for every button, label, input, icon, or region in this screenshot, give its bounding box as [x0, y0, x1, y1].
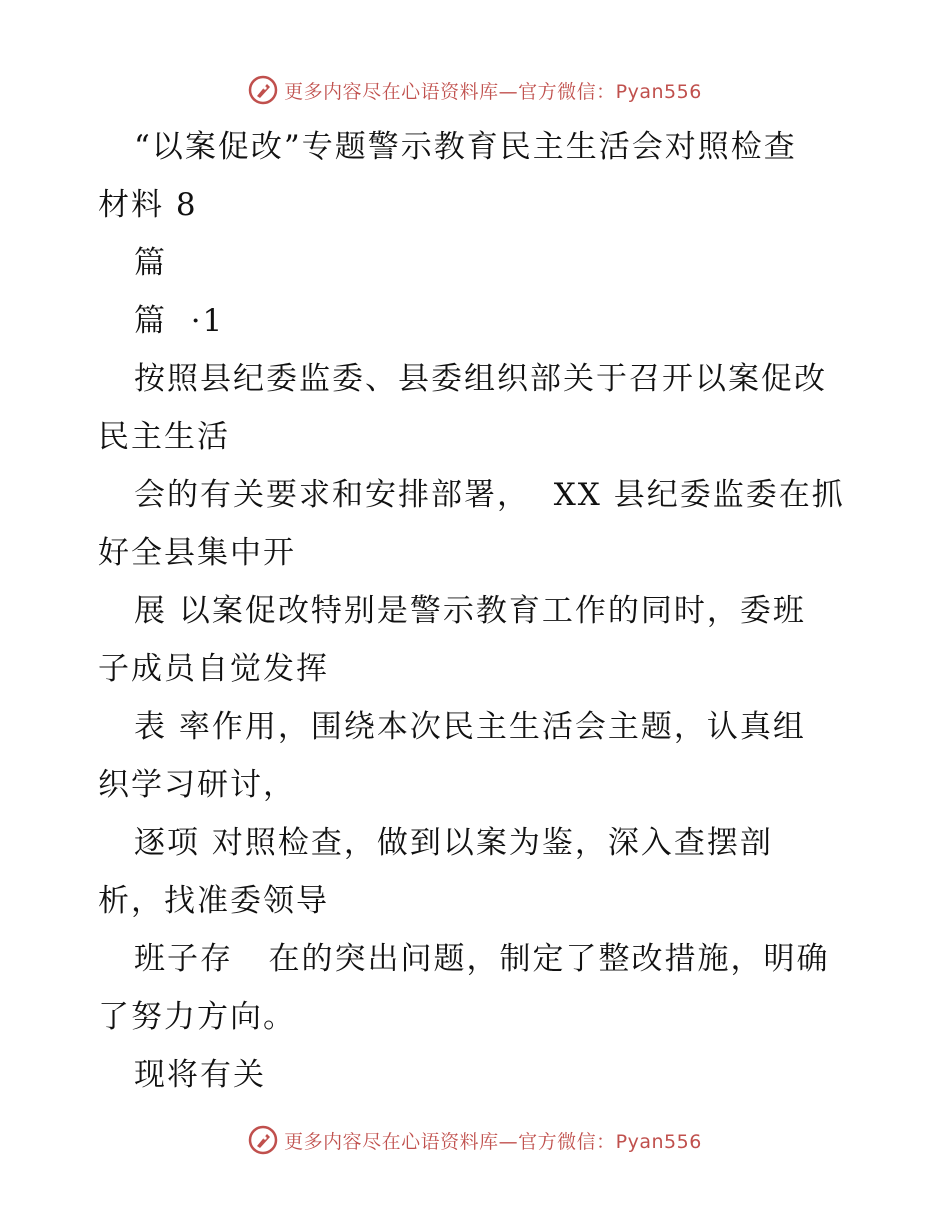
text-line: 民主生活 — [98, 419, 230, 455]
text-line: 了努力方向。 — [98, 999, 296, 1035]
text-line: 班子存 在的突出问题，制定了整改措施，明确 — [134, 941, 830, 977]
text-line: 好全县集中开 — [98, 535, 296, 571]
text-line: 织学习研讨， — [98, 767, 296, 803]
pen-nib-logo-icon — [248, 75, 278, 105]
text-line: 析，找准委领导 — [98, 883, 329, 919]
title-line-1: “以案促改”专题警示教育民主生活会对照检查 — [134, 129, 797, 165]
text-line: 篇 ·1 — [134, 303, 225, 339]
document-body — [98, 118, 858, 1104]
text-line: 篇 — [134, 245, 167, 281]
text-line: 逐项 对照检查，做到以案为鉴，深入查摆剖 — [134, 825, 773, 861]
watermark-text: 更多内容尽在心语资料库—官方微信：Pyan556 — [284, 80, 702, 103]
text-line: 会的有关要求和安排部署， XX 县纪委监委在抓 — [134, 477, 845, 513]
footer-watermark — [0, 1120, 950, 1160]
text-line: 现将有关 — [134, 1057, 266, 1093]
title-line-2: 材料 8 — [98, 187, 198, 223]
pen-nib-logo-icon — [248, 1125, 278, 1155]
text-line: 按照县纪委监委、县委组织部关于召开以案促改 — [134, 361, 827, 397]
text-line: 表 率作用，围绕本次民主生活会主题，认真组 — [134, 709, 806, 745]
text-line: 展 以案促改特别是警示教育工作的同时，委班 — [134, 593, 806, 629]
watermark-text: 更多内容尽在心语资料库—官方微信：Pyan556 — [284, 1130, 702, 1153]
text-line: 子成员自觉发挥 — [98, 651, 329, 687]
header-watermark — [0, 70, 950, 110]
